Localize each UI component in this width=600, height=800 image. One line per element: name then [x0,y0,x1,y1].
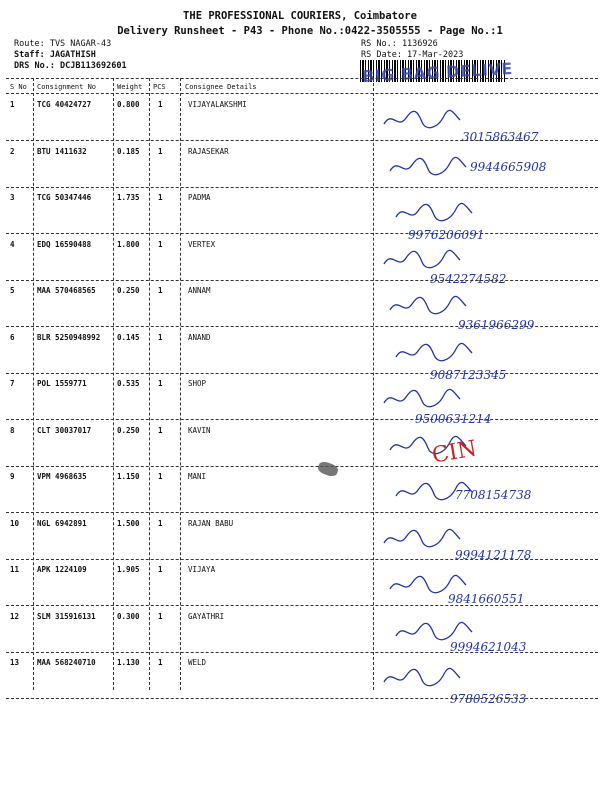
col-header-consignment: Consignment No [37,83,97,91]
signature-scribble [388,294,468,318]
row-weight: 0.145 [117,332,140,342]
row-consignee-name: VIJAYA [188,565,216,574]
row-consignment-no: EDQ 16590488 [37,239,92,249]
row-pcs: 1 [158,239,163,249]
row-separator [6,187,598,188]
row-handwritten-contact: 9780526533 [450,692,527,706]
ink-smudge [317,460,340,478]
row-weight: 1.735 [117,193,140,202]
row-consignment-no: MAA 570468565 [37,286,96,295]
rs-date: RS Date: 17-Mar-2023 [361,50,464,60]
row-sno: 4 [10,239,15,249]
col-header-sno: S No [10,83,27,91]
row-weight: 0.250 [117,425,140,435]
row-pcs: 1 [158,472,163,481]
row-handwritten-contact: 9841660551 [448,592,525,606]
row-sno: 11 [10,565,20,574]
row-separator [6,280,598,281]
signature-scribble [382,527,462,551]
col-header-pcs: PCS [153,83,166,91]
row-consignment-no: BTU 1411632 [37,146,87,156]
row-consignee-name: RAJASEKAR [188,146,229,156]
row-consignment-no: POL 1559771 [37,379,87,388]
row-pcs: 1 [158,193,163,202]
row-sno: 12 [10,611,20,621]
route-text: Route: TVS NAGAR-43 [14,39,112,49]
row-weight: 1.905 [117,565,140,574]
row-pcs: 1 [158,518,163,528]
row-sno: 13 [10,658,20,667]
row-handwritten-contact: 9994621043 [450,640,527,654]
row-handwritten-contact: 3015863467 [462,130,539,144]
row-consignment-no: SLM 315916131 [37,611,96,621]
row-consignee-name: ANNAM [188,286,211,295]
meta-left [14,39,127,72]
table-header-rule [6,93,598,94]
row-sno: 10 [10,518,20,528]
col-divider [149,78,150,690]
row-handwritten-contact: 7708154738 [455,488,532,502]
drs-number: DRS No.: DCJB113692601 [14,61,127,71]
row-weight: 1.500 [117,518,140,528]
row-sno: 8 [10,425,15,435]
col-divider [180,78,181,690]
row-pcs: 1 [158,611,163,621]
row-handwritten-contact: 9500631214 [415,412,492,426]
row-separator [6,698,598,699]
row-separator [6,652,598,653]
row-handwritten-contact: 9087123345 [430,368,507,382]
company-title: THE PROFESSIONAL COURIERS, Coimbatore [183,10,417,22]
row-weight: 0.535 [117,379,140,388]
row-pcs: 1 [158,286,163,295]
row-sno: 9 [10,472,15,481]
row-separator [6,326,598,327]
row-handwritten-contact: 9542274582 [430,272,507,286]
col-divider [113,78,114,690]
row-pcs: 1 [158,146,163,156]
signature-scribble [382,108,462,132]
table-top-rule [6,78,598,79]
row-weight: 0.300 [117,611,140,621]
row-separator [6,373,598,374]
row-weight: 0.185 [117,146,140,156]
row-weight: 1.130 [117,658,140,667]
row-separator [6,233,598,234]
col-divider [33,78,34,690]
signature-scribble [394,480,474,504]
row-sno: 5 [10,286,15,295]
row-consignee-name: KAVIN [188,425,211,435]
row-pcs: 1 [158,332,163,342]
row-sno: 2 [10,146,15,156]
row-consignee-name: VIJAYALAKSHMI [188,100,247,109]
row-weight: 1.150 [117,472,140,481]
row-consignment-no: CLT 30037017 [37,425,92,435]
row-consignee-name: SHOP [188,379,207,388]
row-pcs: 1 [158,379,163,388]
row-consignee-name: RAJAN BABU [188,518,234,528]
row-separator [6,466,598,467]
row-pcs: 1 [158,658,163,667]
row-separator [6,140,598,141]
rs-number: RS No.: 1136926 [361,39,438,49]
row-handwritten-contact: 9361966299 [458,318,535,332]
row-separator [6,419,598,420]
row-consignment-no: BLR 5250948992 [37,332,101,342]
row-consignee-name: PADMA [188,193,211,202]
signature-scribble [382,666,462,690]
signature-scribble [394,620,474,644]
row-weight: 0.250 [117,286,140,295]
delivery-stamp: BIG BAG DELIVE [361,59,514,86]
runsheet-subtitle: Delivery Runsheet - P43 - Phone No.:0422-3505555 - Page No.:1 [117,25,503,37]
row-consignee-name: GAYATHRI [188,611,225,621]
handwritten-cin: CIN [430,436,479,469]
row-separator [6,605,598,606]
row-sno: 1 [10,100,15,109]
row-handwritten-contact: 9994121178 [455,548,532,562]
row-sno: 3 [10,193,15,202]
row-weight: 0.800 [117,100,140,109]
col-divider [373,78,374,690]
row-consignment-no: MAA 568240710 [37,658,96,667]
row-handwritten-contact: 9976206091 [408,228,485,242]
row-weight: 1.800 [117,239,140,249]
signature-scribble [388,155,468,179]
signature-scribble [382,248,462,272]
row-consignment-no: APK 1224109 [37,565,87,574]
row-consignment-no: TCG 50347446 [37,193,92,202]
signature-scribble [388,573,468,597]
row-consignment-no: TCG 40424727 [37,100,92,109]
col-header-weight: Weight [117,83,143,91]
row-pcs: 1 [158,565,163,574]
meta-right [361,39,463,61]
signature-scribble [394,201,474,225]
col-header-consignee: Consignee Details [185,83,257,91]
signature-scribble [394,341,474,365]
staff-text: Staff: JAGATHISH [14,50,96,60]
row-consignee-name: ANAND [188,332,211,342]
row-pcs: 1 [158,100,163,109]
row-sno: 7 [10,379,15,388]
row-separator [6,512,598,513]
row-consignee-name: MANI [188,472,207,481]
row-consignment-no: VPM 4968635 [37,472,87,481]
row-handwritten-contact: 9944665908 [470,160,547,174]
signature-scribble [382,387,462,411]
row-pcs: 1 [158,425,163,435]
row-sno: 6 [10,332,15,342]
row-consignee-name: VERTEX [188,239,216,249]
row-consignee-name: WELD [188,658,207,667]
row-consignment-no: NGL 6942891 [37,518,87,528]
row-separator [6,559,598,560]
